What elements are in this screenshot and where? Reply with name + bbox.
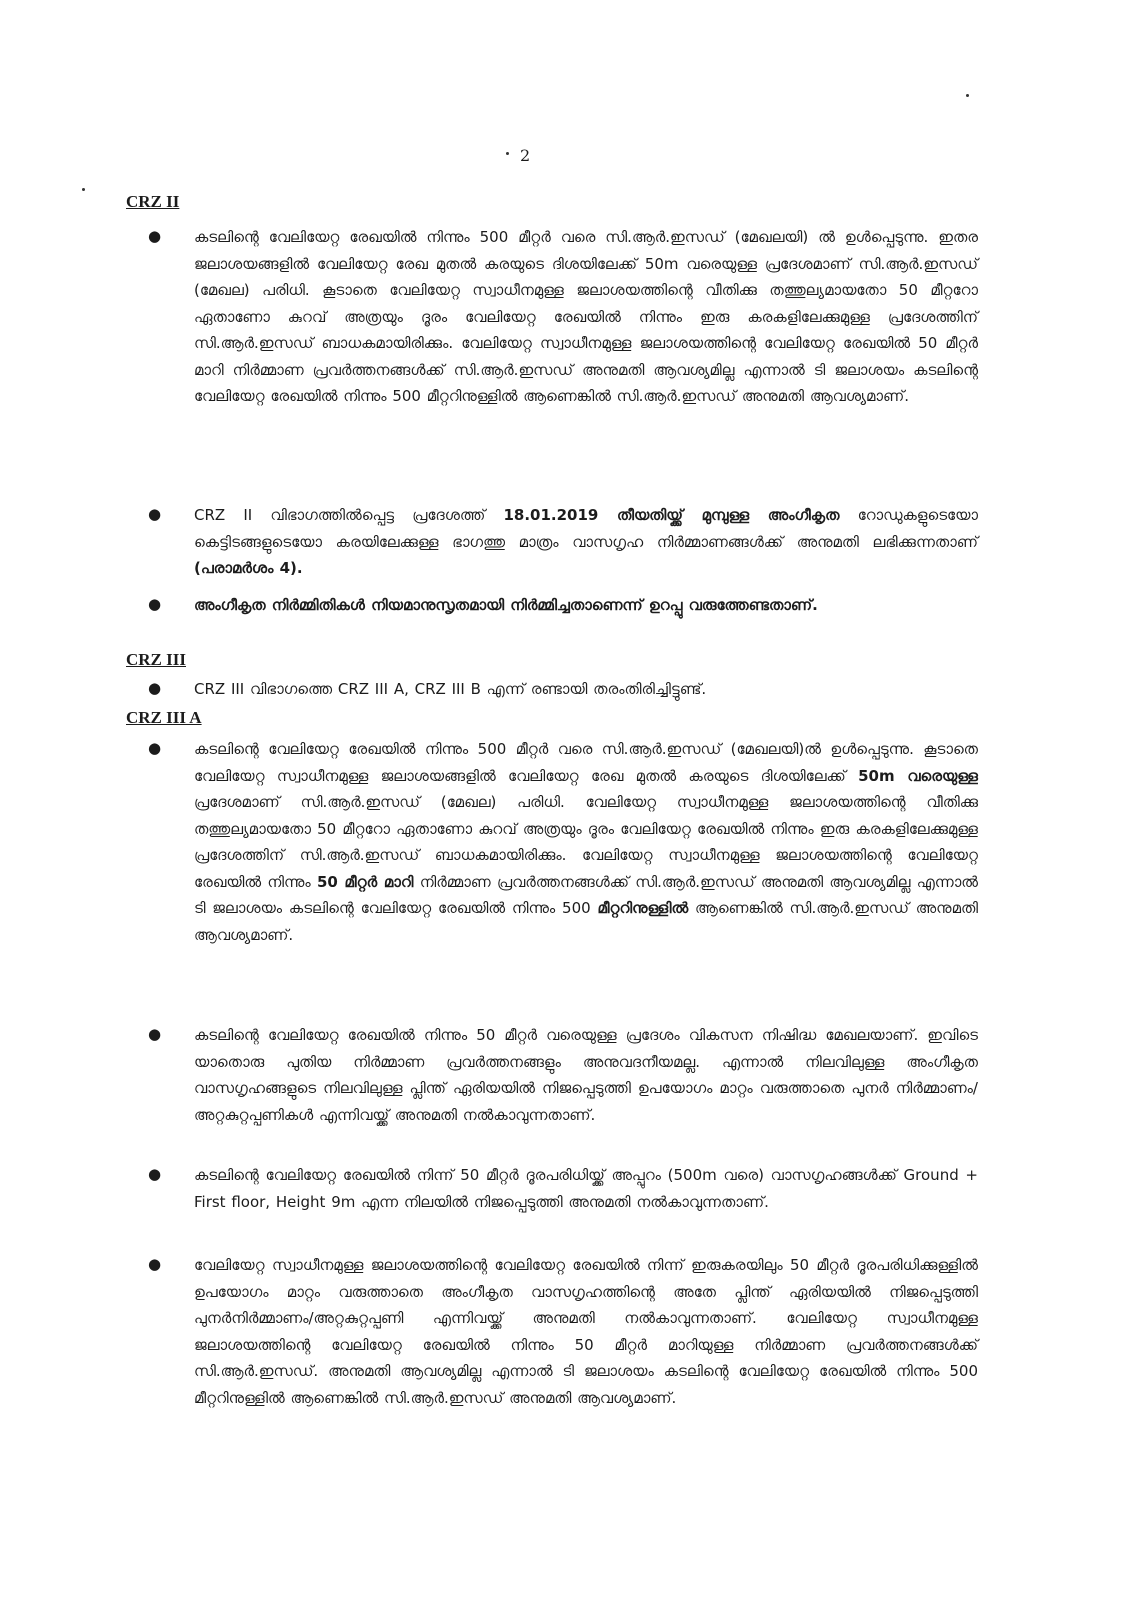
bullet-icon: ● xyxy=(148,505,162,523)
list-item xyxy=(148,592,978,619)
reference-note: (പരാമർശം 4). xyxy=(194,559,303,577)
crz-ii-bullet-2: CRZ II വിഭാഗത്തിൽപ്പെട്ട പ്രദേശത്ത് 18.01.2019 തീയതിയ്ക്ക് മുമ്പുള്ള അംഗീകൃത റോഡുകളുടെയോ കെട്ടിടങ്ങളുടെയോ കരയിലേക്കുള്ള ഭാഗത്തു മാത്രം വാസഗൃഹ നിർമ്മാണങ്ങൾക്ക് അനുമതി ലഭിക്കുന്നതാണ് (പരാമർശം 4). xyxy=(194,506,978,577)
heading-crz-ii: CRZ II xyxy=(126,192,180,211)
crz-iii-a-bullet-4: വേലിയേറ്റ സ്വാധീനമുള്ള ജലാശയത്തിന്റെ വേലിയേറ്റ രേഖയിൽ നിന്ന് ഇരുകരയിലും 50 മീറ്റർ ദൂരപരിധിക്കുള്ളിൽ ഉപയോഗം മാറ്റം വരുത്താതെ അംഗീകൃത വാസഗൃഹത്തിന്റെ അതേ പ്ലിന്ത് ഏരിയയിൽ നിജപ്പെടുത്തി പുനർനിർമ്മാണം/അറ്റകുറ്റപ്പണി എന്നിവയ്ക്ക് അനുമതി നൽകാവുന്നതാണ്. വേലിയേറ്റ സ്വാധീനമുള്ള ജലാശയത്തിന്റെ വേലിയേറ്റ രേഖയിൽ നിന്നും 50 മീറ്റർ മാറിയുള്ള നിർമ്മാണ പ്രവർത്തനങ്ങൾക്ക് സി.ആർ.ഇസഡ്. അനുമതി ആവശ്യമില്ല എന്നാൽ ടി ജലാശയം കടലിന്റെ വേലിയേറ്റ രേഖയിൽ നിന്നും 500 മീറ്ററിനുള്ളിൽ ആണെങ്കിൽ സി.ആർ.ഇസഡ് അനുമതി ആവശ്യമാണ്. xyxy=(194,1256,978,1407)
list-item xyxy=(148,502,978,582)
page-number: 2 xyxy=(520,146,531,165)
scan-speck xyxy=(506,152,509,155)
list-item xyxy=(148,1022,978,1128)
crz-ii-bullet-1: കടലിന്റെ വേലിയേറ്റ രേഖയിൽ നിന്നും 500 മീറ്റർ വരെ സി.ആർ.ഇസഡ് (മേഖലയി) ൽ ഉൾപ്പെടുന്നു. ഇതര ജലാശയങ്ങളിൽ വേലിയേറ്റ രേഖ മുതൽ കരയുടെ ദിശയിലേക്ക് 50m വരെയുള്ള പ്രദേശമാണ് സി.ആർ.ഇസഡ് (മേഖല) പരിധി. കൂടാതെ വേലിയേറ്റ സ്വാധീനമുള്ള ജലാശയത്തിന്റെ വീതിക്കു തത്തുല്യമായതോ 50 മീറ്ററോ ഏതാണോ കുറവ് അത്രയും ദൂരം വേലിയേറ്റ രേഖയിൽ നിന്നും ഇരു കരകളിലേക്കുമുള്ള പ്രദേശത്തിന് സി.ആർ.ഇസഡ് ബാധകമായിരിക്കും. വേലിയേറ്റ സ്വാധീനമുള്ള ജലാശയത്തിന്റെ വേലിയേറ്റ രേഖയിൽ 50 മീറ്റർ മാറി നിർമ്മാണ പ്രവർത്തനങ്ങൾക്ക് സി.ആർ.ഇസഡ് അനുമതി ആവശ്യമില്ല എന്നാൽ ടി ജലാശയം കടലിന്റെ വേലിയേറ്റ രേഖയിൽ നിന്നും 500 മീറ്ററിനുള്ളിൽ ആണെങ്കിൽ സി.ആർ.ഇസഡ് അനുമതി ആവശ്യമാണ്. xyxy=(194,228,978,405)
heading-crz-iii: CRZ III xyxy=(126,650,186,669)
crz-iii-a-bullet-2: കടലിന്റെ വേലിയേറ്റ രേഖയിൽ നിന്നും 50 മീറ്റർ വരെയുള്ള പ്രദേശം വികസന നിഷിദ്ധ മേഖലയാണ്. ഇവിടെ യാതൊരു പുതിയ നിർമ്മാണ പ്രവർത്തനങ്ങളും അനുവദനീയമല്ല. എന്നാൽ നിലവിലുള്ള അംഗീകൃത വാസഗൃഹങ്ങളുടെ നിലവിലുള്ള പ്ലിന്ത് ഏരിയയിൽ നിജപ്പെടുത്തി ഉപയോഗം മാറ്റം വരുത്താതെ പുനർ നിർമ്മാണം/അറ്റകുറ്റപ്പണികൾ എന്നിവയ്ക്ക് അനുമതി നൽകാവുന്നതാണ്. xyxy=(194,1026,978,1124)
bullet-icon: ● xyxy=(148,1025,162,1043)
bullet-icon: ● xyxy=(148,595,162,613)
list-item xyxy=(148,224,978,410)
scan-speck xyxy=(966,94,969,97)
bullet-icon: ● xyxy=(148,1165,162,1183)
list-item xyxy=(148,1252,978,1411)
crz-iii-bullet-1: CRZ III വിഭാഗത്തെ CRZ III A, CRZ III B എന്ന് രണ്ടായി തരംതിരിച്ചിട്ടുണ്ട്. xyxy=(194,680,707,698)
bullet-icon: ● xyxy=(148,679,162,697)
bullet-icon: ● xyxy=(148,227,162,245)
list-item xyxy=(148,676,978,703)
crz-iii-a-bullet-1: കടലിന്റെ വേലിയേറ്റ രേഖയിൽ നിന്നും 500 മീറ്റർ വരെ സി.ആർ.ഇസഡ് (മേഖലയി)ൽ ഉൾപ്പെടുന്നു. കൂടാതെ വേലിയേറ്റ സ്വാധീനമുള്ള ജലാശയങ്ങളിൽ വേലിയേറ്റ രേഖ മുതൽ കരയുടെ ദിശയിലേക്ക് 50m വരെയുള്ള പ്രദേശമാണ് സി.ആർ.ഇസഡ് (മേഖല) പരിധി. വേലിയേറ്റ സ്വാധീനമുള്ള ജലാശയത്തിന്റെ വീതിക്കു തത്തുല്യമായതോ 50 മീറ്ററോ ഏതാണോ കുറവ് അത്രയും ദൂരം വേലിയേറ്റ രേഖയിൽ നിന്നും ഇരു കരകളിലേക്കുമുള്ള പ്രദേശത്തിന് സി.ആർ.ഇസഡ് ബാധകമായിരിക്കും. വേലിയേറ്റ സ്വാധീനമുള്ള ജലാശയത്തിന്റെ വേലിയേറ്റ രേഖയിൽ നിന്നും 50 മീറ്റർ മാറി നിർമ്മാണ പ്രവർത്തനങ്ങൾക്ക് സി.ആർ.ഇസഡ് അനുമതി ആവശ്യമില്ല എന്നാൽ ടി ജലാശയം കടലിന്റെ വേലിയേറ്റ രേഖയിൽ നിന്നും 500 മീറ്ററിനുള്ളിൽ ആണെങ്കിൽ സി.ആർ.ഇസഡ് അനുമതി ആവശ്യമാണ്. xyxy=(194,740,979,944)
bullet-icon: ● xyxy=(148,739,162,757)
crz-ii-bullet-3: അംഗീകൃത നിർമ്മിതികൾ നിയമാനുസൃതമായി നിർമ്മിച്ചതാണെന്ന് ഉറപ്പു വരുത്തേണ്ടതാണ്. xyxy=(194,596,818,614)
list-item xyxy=(148,1162,978,1215)
list-item xyxy=(148,736,978,948)
crz-iii-a-bullet-3: കടലിന്റെ വേലിയേറ്റ രേഖയിൽ നിന്ന് 50 മീറ്റർ ദൂരപരിധിയ്ക്ക് അപ്പുറം (500m വരെ) വാസഗൃഹങ്ങൾക്ക് Ground + First floor, Height 9m എന്ന നിലയിൽ നിജപ്പെടുത്തി അനുമതി നൽകാവുന്നതാണ്. xyxy=(194,1166,978,1211)
scan-speck xyxy=(82,188,85,191)
bullet-icon: ● xyxy=(148,1255,162,1273)
heading-crz-iii-a: CRZ III A xyxy=(126,708,202,727)
date-emphasis: 18.01.2019 തീയതിയ്ക്ക് മുമ്പുള്ള അംഗീകൃത xyxy=(503,506,840,524)
